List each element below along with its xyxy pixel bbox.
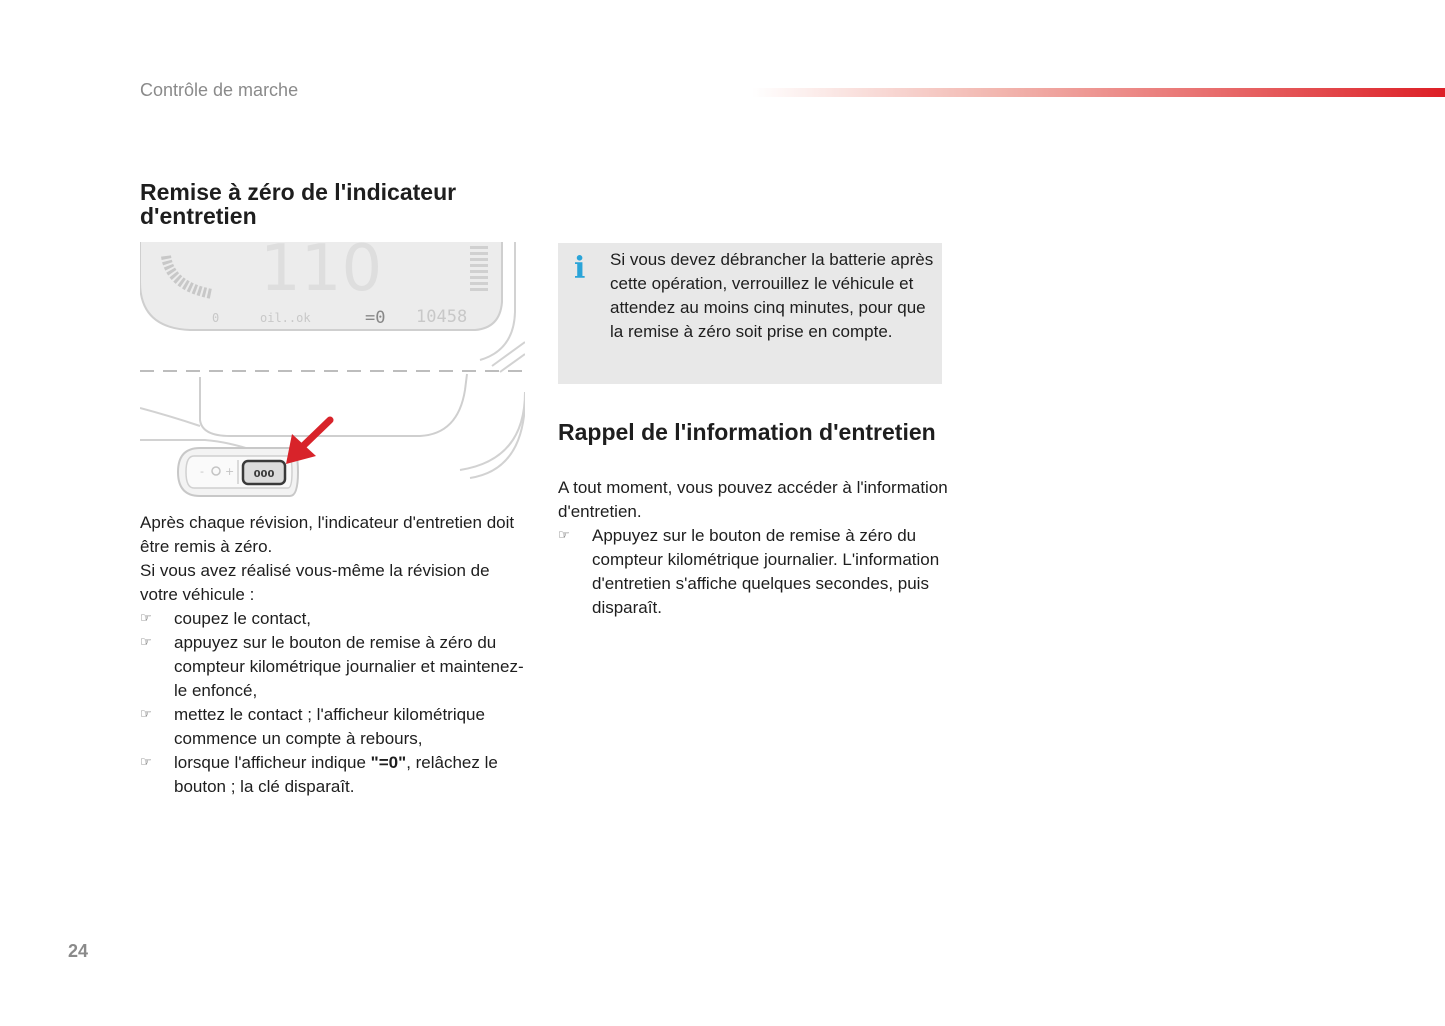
list-item: ☞ appuyez sur le bouton de remise à zéro du compteur kilométrique journalier et maintenez-le enfoncé, [140, 633, 524, 700]
list-item: ☞ mettez le contact ; l'afficheur kilométrique commence un compte à rebours, [140, 705, 485, 748]
section-title-reset: Remise à zéro de l'indicateur d'entretien [140, 179, 457, 229]
display-oil: oil..ok [260, 311, 311, 325]
reset-steps-list [140, 607, 530, 799]
paragraph: Si vous avez réalisé vous-même la révision de votre véhicule : [140, 561, 490, 604]
reset-button [243, 461, 285, 484]
svg-text:-: - [200, 465, 204, 478]
display-digit: 0 [212, 311, 220, 325]
pointing-hand-icon: ☞ [140, 611, 152, 626]
page-number: 24 [68, 941, 89, 961]
paragraph: Après chaque révision, l'indicateur d'entretien doit être remis à zéro. [140, 513, 515, 556]
info-text: Si vous devez débrancher la batterie après cette opération, verrouillez le véhicule et attendez au moins cinq minutes, pour que la remise à zéro soit prise en compte. [610, 250, 934, 341]
list-item: ☞ lorsque l'afficheur indique "=0", relâchez le bouton ; la clé disparaît. [140, 753, 498, 796]
pointing-hand-icon: ☞ [140, 755, 152, 770]
paragraph: A tout moment, vous pouvez accéder à l'information d'entretien. [558, 478, 948, 521]
reset-instructions [140, 511, 530, 799]
section-title-recall: Rappel de l'information d'entretien [558, 419, 936, 445]
reset-value-emphasis: "=0" [370, 753, 407, 772]
list-item: ☞ Appuyez sur le bouton de remise à zéro du compteur kilométrique journalier. L'information d'entretien s'affiche quelques secondes, puis disparaît. [558, 526, 940, 617]
display-reset-value: =0 [365, 308, 386, 328]
info-icon: i [574, 251, 586, 286]
svg-text:000: 000 [253, 469, 275, 480]
red-arrow-icon [286, 420, 330, 464]
display-odometer: 10458 [416, 307, 468, 327]
section-label: Contrôle de marche [140, 80, 299, 100]
pointing-hand-icon: ☞ [140, 635, 152, 650]
pointing-hand-icon: ☞ [558, 528, 570, 543]
recall-steps-list [558, 524, 948, 620]
dashboard-illustration [140, 242, 525, 497]
recall-instructions [558, 476, 948, 620]
svg-text:+: + [225, 465, 235, 478]
svg-text:110: 110 [260, 242, 383, 306]
header-accent-bar [752, 88, 1445, 97]
pointing-hand-icon: ☞ [140, 707, 152, 722]
info-box [558, 243, 942, 384]
list-item: ☞ coupez le contact, [140, 607, 530, 631]
